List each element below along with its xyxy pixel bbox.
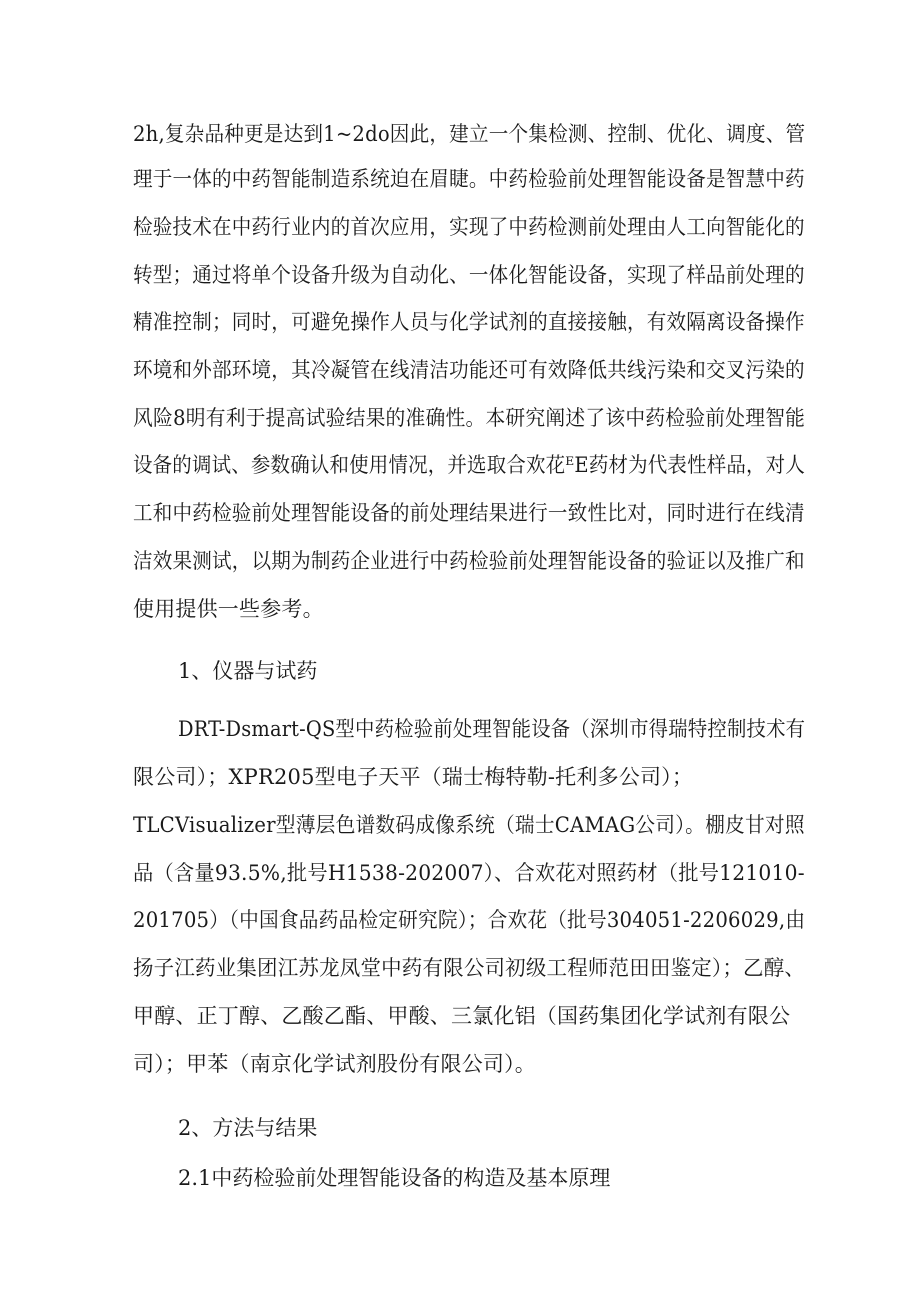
text-line: 转型；通过将单个设备升级为自动化、一体化智能设备，实现了样品前处理的 bbox=[133, 263, 805, 287]
text-line: 设备的调试、参数确认和使用情况，并选取合欢花ᴱE药材为代表性样品，对人 bbox=[133, 453, 805, 477]
section-heading-methods: 2、方法与结果 bbox=[178, 1116, 318, 1140]
text-line: 环境和外部环境，其冷凝管在线清洁功能还可有效降低共线污染和交叉污染的 bbox=[133, 358, 805, 382]
text-line: 扬子江药业集团江苏龙凤堂中药有限公司初级工程师范田田鉴定）；乙醇、 bbox=[133, 956, 806, 980]
text-line: 甲醇、正丁醇、乙酸乙酯、甲酸、三氯化铝（国药集团化学试剂有限公 bbox=[133, 1004, 791, 1028]
text-line: 精准控制；同时，可避免操作人员与化学试剂的直接接触，有效隔离设备操作 bbox=[133, 310, 805, 334]
text-line: 工和中药检验前处理智能设备的前处理结果进行一致性比对，同时进行在线清 bbox=[133, 501, 805, 525]
text-line: 司）；甲苯（南京化学试剂股份有限公司）。 bbox=[133, 1052, 536, 1076]
text-line: 洁效果测试，以期为制药企业进行中药检验前处理智能设备的验证以及推广和 bbox=[133, 549, 805, 573]
text-line: 201705）（中国食品药品检定研究院）；合欢花（批号304051-2206029,由 bbox=[133, 908, 806, 932]
subsection-heading-structure: 2.1中药检验前处理智能设备的构造及基本原理 bbox=[178, 1166, 611, 1190]
text-line: 理于一体的中药智能制造系统迫在眉睫。中药检验前处理智能设备是智慧中药 bbox=[133, 167, 805, 191]
text-line: DRT-Dsmart-QS型中药检验前处理智能设备（深圳市得瑞特控制技术有 bbox=[178, 717, 806, 741]
text-line: 使用提供一些参考。 bbox=[133, 597, 324, 621]
text-line: TLCVisualizer型薄层色谱数码成像系统（瑞士CAMAG公司）。棚皮甘对照 bbox=[133, 813, 805, 837]
text-line: 风险8明有利于提高试验结果的准确性。本研究阐述了该中药检验前处理智能 bbox=[133, 406, 806, 430]
section-heading-instruments: 1、仪器与试药 bbox=[178, 659, 318, 683]
text-line: 检验技术在中药行业内的首次应用，实现了中药检测前处理由人工向智能化的 bbox=[133, 215, 805, 239]
text-line: 2h,复杂品种更是达到1~2do因此，建立一个集检测、控制、优化、调度、管 bbox=[133, 122, 806, 146]
text-line: 品（含量93.5%,批号H1538-202007）、合欢花对照药材（批号121010- bbox=[133, 861, 805, 885]
text-line: 限公司）；XPR205型电子天平（瑞士梅特勒-托利多公司）； bbox=[133, 765, 694, 789]
